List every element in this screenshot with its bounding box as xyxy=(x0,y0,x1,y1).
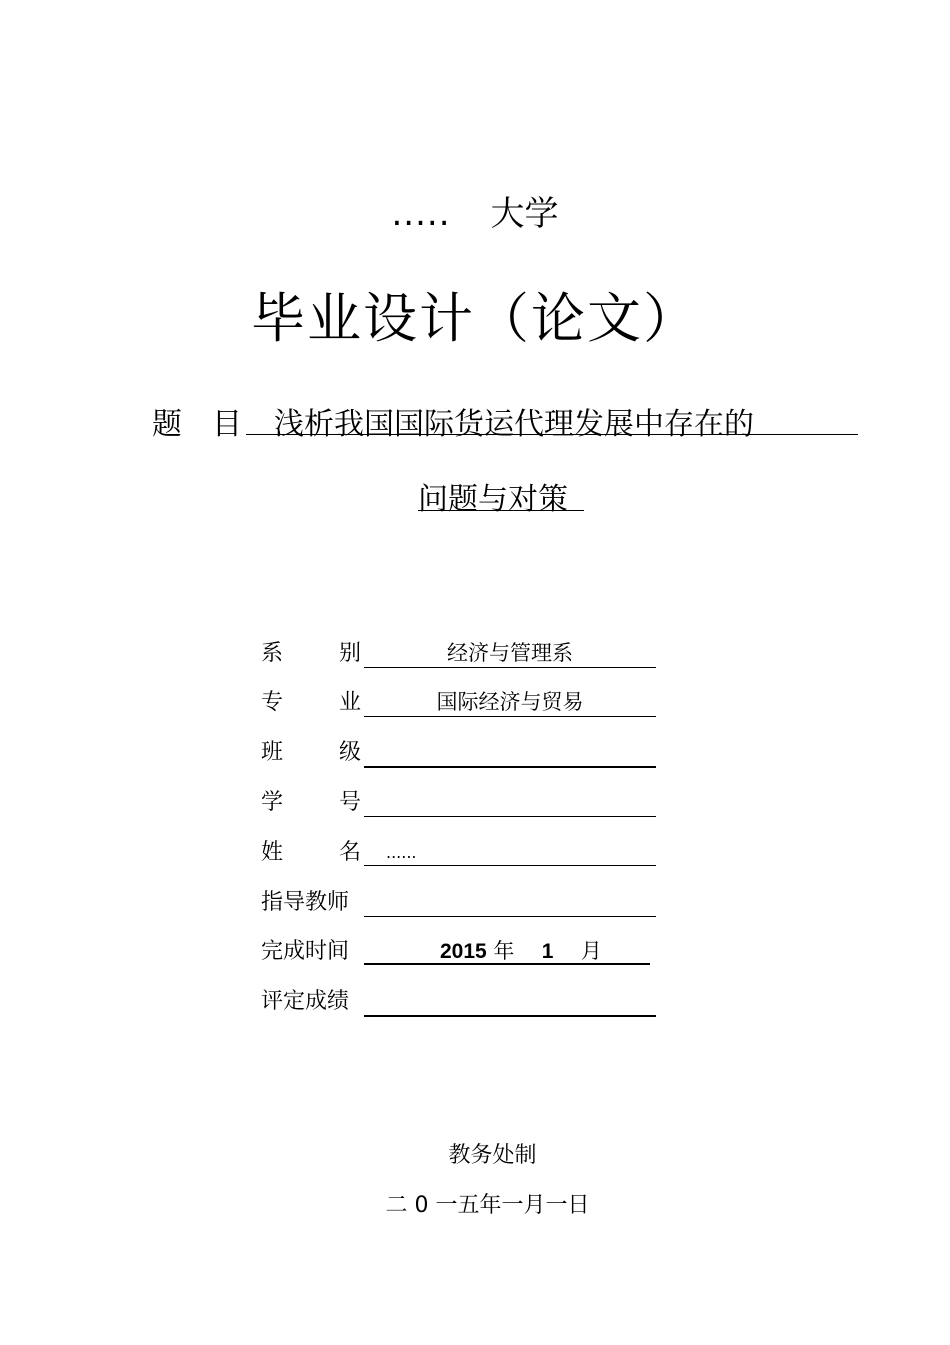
document-date: 二 0 一五年一月一日 xyxy=(385,1193,590,1218)
completion-month-unit: 月 xyxy=(580,939,602,963)
topic-label: 题 目 xyxy=(152,407,242,442)
major-label: 专 业 xyxy=(261,690,361,715)
advisor-label: 指导教师 xyxy=(261,890,350,915)
name-label: 姓 名 xyxy=(261,840,361,865)
department-value: 经济与管理系 xyxy=(364,640,656,668)
student-id-value xyxy=(364,789,656,817)
university-suffix: 大学 xyxy=(490,194,559,234)
topic-line-1: 浅析我国国际货运代理发展中存在的 xyxy=(246,399,858,435)
department-label: 系 别 xyxy=(261,641,361,666)
completion-year: 2015 xyxy=(440,940,487,963)
grade-value xyxy=(364,988,656,1017)
name-value: ...... xyxy=(364,839,656,866)
completion-year-unit: 年 xyxy=(493,939,515,963)
document-title: 毕业设计（论文） xyxy=(251,287,699,350)
advisor-value xyxy=(364,889,656,917)
university-prefix: ..... xyxy=(391,194,451,234)
completion-month: 1 xyxy=(541,940,554,963)
student-id-label: 学 号 xyxy=(261,790,361,815)
class-value xyxy=(364,739,656,768)
topic-line-2: 问题与对策 xyxy=(418,474,584,511)
completion-value xyxy=(364,938,650,965)
university-name xyxy=(0,186,950,235)
major-value: 国际经济与贸易 xyxy=(364,689,656,717)
issuing-office: 教务处制 xyxy=(448,1143,537,1168)
grade-label: 评定成绩 xyxy=(261,989,350,1014)
class-label: 班 级 xyxy=(261,740,361,765)
completion-label: 完成时间 xyxy=(261,939,350,964)
